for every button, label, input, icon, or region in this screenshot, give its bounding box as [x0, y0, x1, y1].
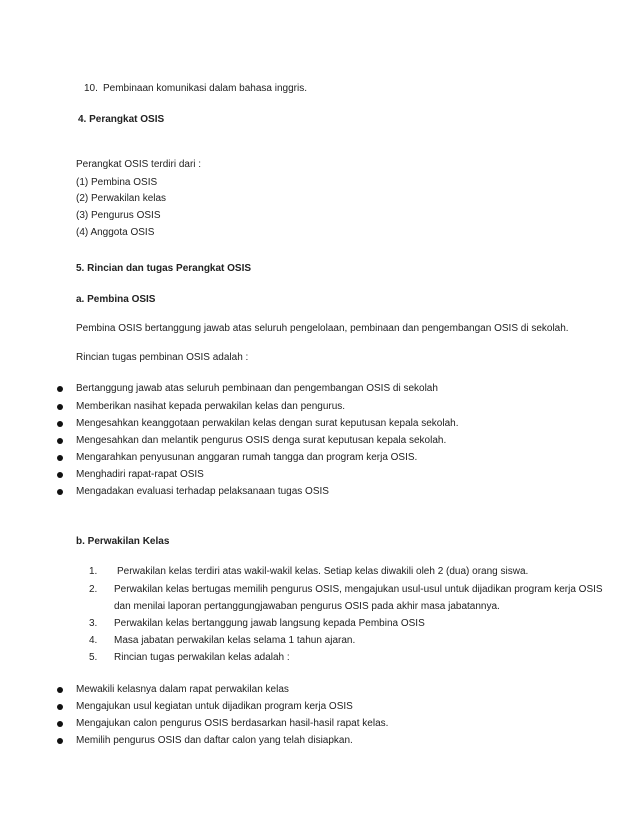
bullet-item: Mewakili kelasnya dalam rapat perwakilan kelas	[76, 684, 289, 695]
list-number: 10.	[84, 83, 98, 94]
bullet-item: Mengesahkan keanggotaan perwakilan kelas dengan surat keputusan kepala sekolah.	[76, 418, 459, 429]
bullet-item: Mengarahkan penyusunan anggaran rumah tangga dan program kerja OSIS.	[76, 452, 418, 463]
paragraph: Rincian tugas pembinan OSIS adalah :	[76, 352, 249, 363]
numbered-item: Perwakilan kelas bertanggung jawab langsung kepada Pembina OSIS	[114, 618, 425, 629]
section-heading-5: 5. Rincian dan tugas Perangkat OSIS	[76, 263, 252, 274]
numbered-item: Perwakilan kelas terdiri atas wakil-wakil kelas. Setiap kelas diwakili oleh 2 (dua) orang siswa.	[117, 566, 529, 577]
bullet-item: Mengajukan usul kegiatan untuk dijadikan program kerja OSIS	[76, 701, 353, 712]
numbered-item: Masa jabatan perwakilan kelas selama 1 tahun ajaran.	[114, 635, 356, 646]
bullet-icon	[57, 438, 63, 444]
list-number: 3.	[89, 618, 98, 629]
subsection-heading: a. Pembina OSIS	[76, 294, 156, 305]
paragraph: Perangkat OSIS terdiri dari :	[76, 159, 202, 170]
list-item: (4) Anggota OSIS	[76, 227, 155, 238]
bullet-icon	[57, 421, 63, 427]
bullet-item: Menghadiri rapat-rapat OSIS	[76, 469, 204, 480]
list-number: 5.	[89, 652, 98, 663]
bullet-item: Memberikan nasihat kepada perwakilan kelas dan pengurus.	[76, 401, 346, 412]
paragraph: Pembina OSIS bertanggung jawab atas seluruh pengelolaan, pembinaan dan pengembangan OSIS di sekolah.	[76, 323, 569, 334]
list-item: (1) Pembina OSIS	[76, 177, 158, 188]
bullet-icon	[57, 472, 63, 478]
bullet-icon	[57, 738, 63, 744]
bullet-icon	[57, 687, 63, 693]
bullet-item: Mengadakan evaluasi terhadap pelaksanaan tugas OSIS	[76, 486, 329, 497]
bullet-icon	[57, 386, 63, 392]
bullet-icon	[57, 489, 63, 495]
bullet-icon	[57, 721, 63, 727]
section-heading-4: 4. Perangkat OSIS	[78, 114, 165, 125]
bullet-icon	[57, 404, 63, 410]
bullet-item: Memilih pengurus OSIS dan daftar calon yang telah disiapkan.	[76, 735, 353, 746]
numbered-item-continuation: dan menilai laporan pertanggungjawaban pengurus OSIS pada akhir masa jabatannya.	[114, 601, 500, 612]
bullet-item: Mengajukan calon pengurus OSIS berdasarkan hasil-hasil rapat kelas.	[76, 718, 389, 729]
list-item: (2) Perwakilan kelas	[76, 193, 167, 204]
list-number: 4.	[89, 635, 98, 646]
bullet-item: Mengesahkan dan melantik pengurus OSIS denga surat keputusan kepala sekolah.	[76, 435, 447, 446]
list-item: (3) Pengurus OSIS	[76, 210, 161, 221]
numbered-item: Perwakilan kelas bertugas memilih pengurus OSIS, mengajukan usul-usul untuk dijadikan program kerja OSIS	[114, 584, 603, 595]
subsection-heading: b. Perwakilan Kelas	[76, 536, 170, 547]
bullet-icon	[57, 704, 63, 710]
list-number: 2.	[89, 584, 98, 595]
list-number: 1.	[89, 566, 98, 577]
numbered-item: Rincian tugas perwakilan kelas adalah :	[114, 652, 290, 663]
bullet-icon	[57, 455, 63, 461]
list-item-text: Pembinaan komunikasi dalam bahasa inggris.	[103, 83, 308, 94]
bullet-item: Bertanggung jawab atas seluruh pembinaan dan pengembangan OSIS di sekolah	[76, 383, 438, 394]
